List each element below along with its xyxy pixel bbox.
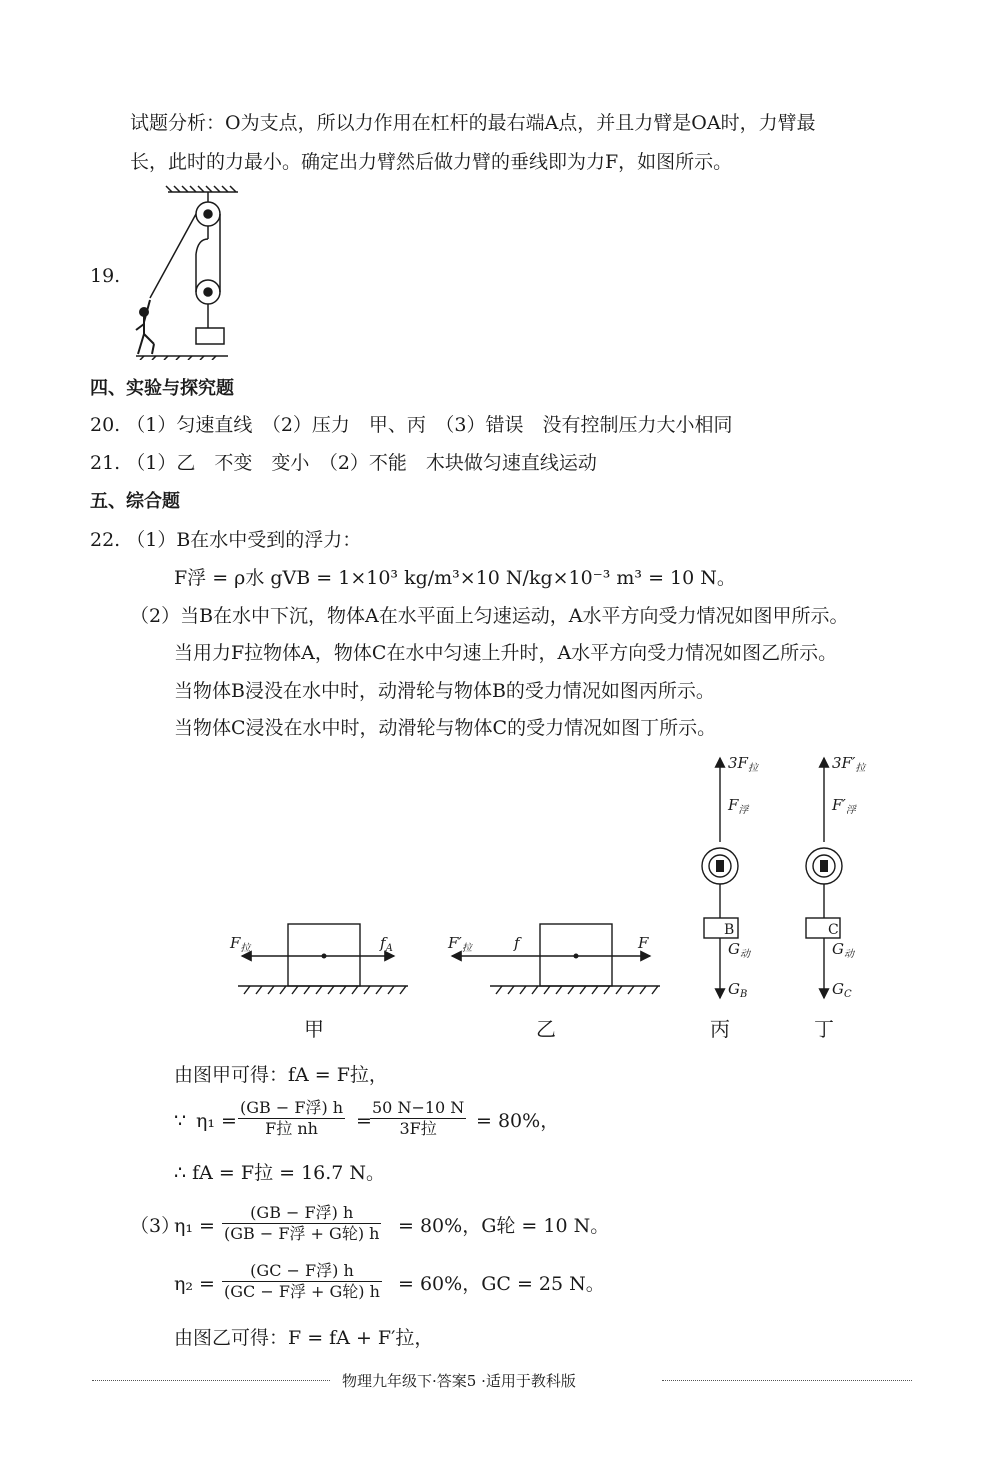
ding-block-label: C: [828, 922, 839, 938]
yi-fpull-sub: 拉: [461, 943, 472, 954]
section4-title: 四、实验与探究题: [90, 378, 234, 399]
q20-answer: 20. （1）匀速直线 （2）压力 甲、丙 （3）错误 没有控制压力大小相同: [90, 414, 733, 436]
svg-text:F浮: [727, 796, 749, 816]
fraction-4-den: (GC − F浮 + G轮) h: [224, 1282, 380, 1301]
footer-dots-left: [92, 1380, 330, 1381]
analysis-line1: 试题分析：O为支点，所以力作用在杠杆的最右端A点，并且力臂是OA时，力臂最: [130, 112, 816, 134]
q19-number: 19.: [90, 265, 121, 287]
fraction-2: [370, 1098, 466, 1139]
fraction-4: [222, 1261, 382, 1302]
svg-text:fA: [379, 934, 393, 954]
fraction-3-den: (GB − F浮 + G轮) h: [224, 1224, 380, 1243]
force-diagrams: [220, 748, 870, 1048]
yi-fright-label: F: [638, 934, 649, 952]
bing-caption: 丙: [710, 1017, 730, 1041]
fraction-2-num: 50 N−10 N: [372, 1098, 465, 1117]
therefore-line: ∴ fA = F拉 = 16.7 N。: [174, 1162, 386, 1184]
bing-g2-label: G: [728, 980, 740, 998]
fraction-3: [222, 1203, 381, 1244]
because-symbol: ∵: [174, 1110, 187, 1132]
eta1-result: = 80%，: [476, 1110, 560, 1132]
svg-text:3F′拉: [832, 754, 867, 774]
jia-caption: 甲: [304, 1017, 324, 1041]
bing-block-label: B: [724, 922, 735, 938]
from-jia: 由图甲可得：fA = F拉，: [174, 1064, 388, 1086]
analysis-line2: 长，此时的力最小。确定出力臂然后做力臂的垂线即为力F，如图所示。: [130, 151, 733, 173]
ding-buoy-sub: 浮: [845, 805, 856, 816]
jia-f-sub: 拉: [240, 943, 251, 954]
jia-fa-sub: A: [385, 943, 393, 954]
yi-fpull-label: F′: [448, 934, 462, 952]
fraction-1-num: (GB − F浮) h: [240, 1098, 344, 1117]
fraction-3-num: (GB − F浮) h: [222, 1203, 381, 1224]
eta2-label: η₂ =: [174, 1273, 215, 1295]
pulley-diagram: [128, 184, 240, 360]
svg-text:3F拉: [728, 754, 760, 774]
svg-text:F′浮: [831, 796, 857, 816]
svg-text:G动: [728, 940, 752, 960]
bing-g1-label: G: [728, 940, 740, 958]
svg-text:G动: [832, 940, 856, 960]
fraction-1: [238, 1098, 345, 1139]
jia-fa-label: f: [380, 934, 386, 952]
yi-f-label: f: [514, 934, 520, 952]
ding-g2-label: G: [832, 980, 844, 998]
bing-g1-sub: 动: [739, 949, 750, 960]
section5-title: 五、综合题: [90, 491, 180, 512]
q22-part2-line4: 当物体C浸没在水中时，动滑轮与物体C的受力情况如图丁所示。: [174, 717, 717, 739]
eta1b-label: η₁ =: [174, 1215, 215, 1237]
ding-g2-sub: C: [843, 989, 852, 1000]
ding-g1-label: G: [832, 940, 844, 958]
svg-text:F′拉: [447, 934, 474, 954]
footer-dots-right: [662, 1380, 912, 1381]
equals-sign: =: [356, 1110, 372, 1132]
from-yi: 由图乙可得：F = fA + F′拉，: [174, 1327, 434, 1349]
part3-label: （3）: [130, 1215, 181, 1237]
yi-caption: 乙: [536, 1017, 556, 1041]
q22-formula1: F浮 = ρ水 gVB = 1×10³ kg/m³×10 N/kg×10⁻³ m³ = 10 N。: [174, 567, 736, 589]
fraction-1-den: F拉 nh: [265, 1119, 318, 1138]
q21-answer: 21. （1）乙 不变 变小 （2）不能 木块做匀速直线运动: [90, 452, 597, 474]
bing-top-label: 3F: [728, 754, 748, 772]
svg-text:F拉: [229, 934, 252, 954]
eta1-label: η₁ =: [196, 1110, 237, 1132]
fraction-4-num: (GC − F浮) h: [222, 1261, 382, 1282]
bing-buoy-sub: 浮: [738, 805, 749, 816]
q22-part2-line3: 当物体B浸没在水中时，动滑轮与物体B的受力情况如图丙所示。: [174, 680, 715, 702]
ding-buoy-label: F′: [832, 796, 846, 814]
bing-buoy-label: F: [728, 796, 739, 814]
svg-text:GB: [728, 980, 747, 1000]
ding-top-label: 3F′: [832, 754, 856, 772]
bing-g2-sub: B: [739, 989, 748, 1000]
footer-text: 物理九年级下·答案5 ·适用于教科版: [342, 1372, 576, 1390]
eta2-result: = 60%，GC = 25 N。: [398, 1273, 605, 1295]
ding-top-sub: 拉: [855, 763, 866, 774]
jia-f-label: F: [230, 934, 241, 952]
svg-text:GC: [832, 980, 852, 1000]
q22-head: 22. （1）B在水中受到的浮力：: [90, 529, 362, 551]
q22-part2-line1: （2）当B在水中下沉，物体A在水平面上匀速运动，A水平方向受力情况如图甲所示。: [130, 605, 849, 627]
eta1b-result: = 80%，G轮 = 10 N。: [398, 1215, 610, 1237]
bing-top-sub: 拉: [747, 763, 758, 774]
q22-part2-line2: 当用力F拉物体A，物体C在水中匀速上升时，A水平方向受力情况如图乙所示。: [174, 642, 838, 664]
ding-g1-sub: 动: [843, 949, 854, 960]
ding-caption: 丁: [814, 1017, 834, 1041]
fraction-2-den: 3F拉: [399, 1119, 437, 1138]
